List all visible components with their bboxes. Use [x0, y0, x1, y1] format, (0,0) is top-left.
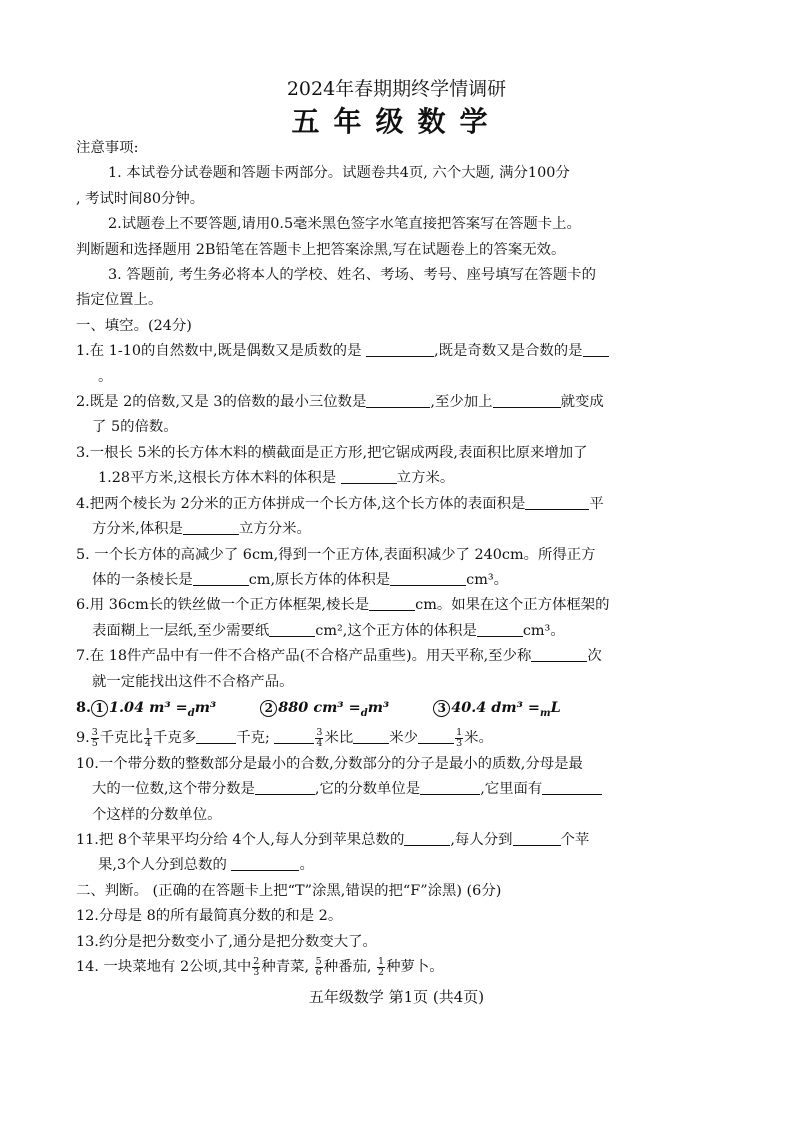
answer-blank	[542, 779, 602, 795]
answer-blank	[353, 728, 389, 744]
note-3-line-1: 3. 答题前, 考生务必将本人的学校、姓名、考场、考号、座号填写在答题卡的	[108, 267, 596, 284]
answer-blank	[196, 728, 236, 744]
question-10: 10.一个带分数的整数部分是最小的合数,分数部分的分子是最小的质数,分母是最	[76, 755, 583, 772]
answer-blank	[525, 494, 589, 510]
question-12: 12.分母是 8的所有最简真分数的和是 2。	[76, 908, 343, 925]
question-5-cont: 体的一条棱长是 cm,原长方体的体积是 cm³。	[92, 571, 509, 588]
circled-number-3: 3	[433, 700, 450, 717]
question-9: 9. $\frac{3}{5}$ 千克比 $\frac{1}{4}$ 千克多 千克; $\frac{3}{4}$ 米比 米少 $\frac{1}{3}$ 米。	[76, 726, 493, 749]
question-2-cont: 了 5的倍数。	[92, 419, 178, 436]
question-4-cont: 方分米,体积是 立方分米。	[92, 521, 311, 538]
question-7: 7.在 18件产品中有一件不合格产品(不合格产品重些)。用天平称,至少称 次	[76, 648, 602, 665]
question-6-cont: 表面糊上一层纸,至少需要纸 cm²,这个正方体的体积是 cm³。	[92, 622, 565, 639]
question-14: 14. 一块菜地有 2公顷,其中 $\frac{2}{3}$ 种青菜, $\frac{5}{6}$ 种番茄, $\frac{1}{2}$ 种萝卜。	[76, 955, 444, 978]
answer-blank	[255, 779, 315, 795]
answer-blank	[269, 621, 315, 637]
subject-title: 五年级数学	[291, 105, 502, 138]
answer-blank	[366, 392, 430, 408]
answer-blank	[274, 728, 314, 744]
question-11-cont: 果,3个人分到总数的 。	[98, 857, 314, 874]
fraction: $\frac{1}{3}$	[456, 726, 463, 749]
note-1-line-1: 1. 本试卷分试卷题和答题卡两部分。试题卷共4页, 六个大题, 满分100分	[108, 165, 570, 182]
answer-blank	[420, 779, 480, 795]
answer-blank	[477, 621, 523, 637]
answer-blank	[418, 728, 454, 744]
fraction: $\frac{3}{5}$	[91, 726, 98, 749]
question-1: 1.在 1-10的自然数中,既是偶数又是质数的是 ,既是奇数又是合数的是	[76, 339, 720, 364]
answer-blank	[390, 570, 466, 586]
question-2: 2.既是 2的倍数,又是 3的倍数的最小三位数是 ,至少加上 就变成	[76, 394, 604, 411]
answer-blank	[404, 830, 450, 846]
fraction: $\frac{1}{2}$	[378, 955, 385, 978]
note-2-line-2: 判断题和选择题用 2B铅笔在答题卡上把答案涂黑,写在试题卷上的答案无效。	[76, 241, 566, 258]
exam-content	[76, 136, 720, 980]
answer-blank	[231, 855, 299, 871]
question-4: 4.把两个棱长为 2分米的正方体拼成一个长方体,这个长方体的表面积是 平	[76, 495, 604, 512]
answer-blank	[369, 595, 415, 611]
circled-number-2: 2	[260, 700, 277, 717]
question-11: 11.把 8个苹果平均分给 4个人,每人分到苹果总数的 ,每人分到 个苹	[76, 831, 590, 848]
answer-blank	[193, 570, 249, 586]
question-13: 13.约分是把分数变小了,通分是把分数变大了。	[76, 933, 377, 950]
notes-heading: 注意事项:	[76, 140, 139, 156]
page-footer: 五年级数学 第1页 (共4页)	[308, 988, 485, 1006]
note-1-line-2: , 考试时间80分钟。	[76, 190, 205, 207]
answer-blank	[493, 392, 561, 408]
exam-title: 2024年春期期终学情调研	[286, 78, 507, 100]
answer-blank	[366, 341, 434, 357]
answer-blank	[531, 646, 587, 662]
fraction: $\frac{1}{4}$	[144, 726, 152, 749]
question-10-cont: 大的一位数,这个带分数是 ,它的分数单位是 ,它里面有	[76, 777, 720, 802]
note-3-line-2: 指定位置上。	[76, 292, 163, 309]
question-3-cont: 1.28平方米,这根长方体木料的体积是 立方米。	[98, 470, 455, 487]
question-3: 3.一根长 5米的长方体木料的横截面是正方形,把它锯成两段,表面积比原来增加了	[76, 444, 588, 461]
answer-blank	[513, 830, 561, 846]
answer-blank	[583, 341, 609, 357]
section-2-heading: 二、判断。 (正确的在答题卡上把“T”涂黑,错误的把“F”涂黑) (6分)	[76, 882, 502, 899]
question-8: 8. 1 1.04 $m^3 =_dm^3$ 2 880 $cm^3 =_dm^3$ 3 40.4 $dm^3 =_mL$	[76, 698, 561, 719]
question-10-cont-2: 个这样的分数单位。	[92, 806, 222, 823]
fraction: $\frac{5}{6}$	[315, 955, 322, 978]
circled-number-1: 1	[91, 700, 108, 717]
question-1-cont: 。	[98, 368, 113, 385]
fraction: $\frac{3}{4}$	[316, 726, 323, 749]
answer-blank	[341, 468, 397, 484]
fraction: $\frac{2}{3}$	[253, 955, 260, 978]
question-6: 6.用 36cm长的铁丝做一个正方体框架,棱长是 cm。如果在这个正方体框架的	[76, 597, 610, 614]
answer-blank	[183, 519, 239, 535]
note-2-line-1: 2.试题卷上不要答题,请用0.5毫米黑色签字水笔直接把答案写在答题卡上。	[108, 216, 581, 233]
question-5: 5. 一个长方体的高减少了 6cm,得到一个正方体,表面积减少了 240cm。所得正方	[76, 546, 596, 563]
question-7-cont: 就一定能找出这件不合格产品。	[92, 673, 294, 690]
section-1-heading: 一、填空。(24分)	[76, 317, 192, 334]
